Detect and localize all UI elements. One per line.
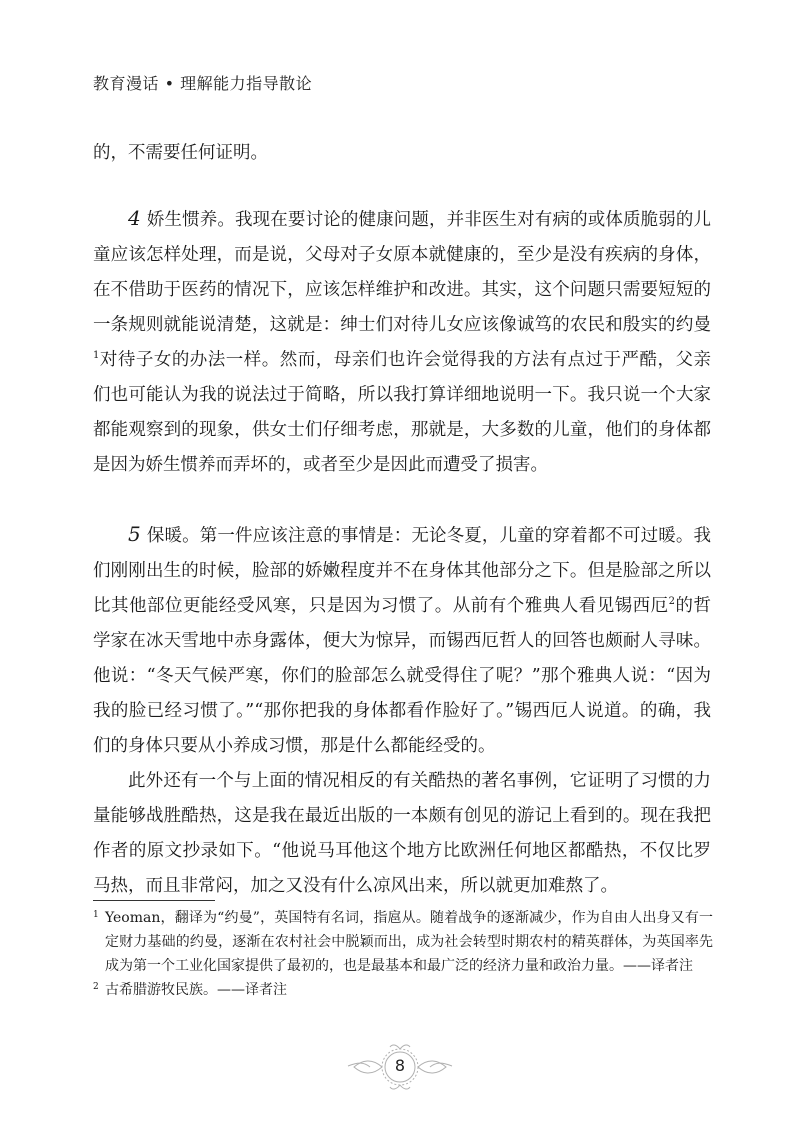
footnote-text: Yeoman，翻译为“约曼”，英国特有名词，指扈从。随着战争的逐渐减少，作为自由人出身又有一定财力基础的约曼，逐渐在农村社会中脱颖而出，成为社会转型时期农村的精英群体，为英国率先成为第一个工业化国家提供了最初的，也是最基本和最广泛的经济力量和政治力量。——译者注 <box>105 910 713 974</box>
section-5-text-a: 保暖。第一件应该注意的事情是：无论冬夏，儿童的穿着都不可过暖。我们刚刚出生的时候，脸部的娇嫩程度并不在身体其他部分之下。但是脸部之所以比其他部位更能经受风寒，只是因为习惯了。从前有个雅典人看见锡西厄 <box>93 526 711 616</box>
footnote-text: 古希腊游牧民族。——译者注 <box>105 982 287 998</box>
footnote-mark: 2 <box>93 982 99 992</box>
paragraph-malta: 此外还有一个与上面的情况相反的有关酷热的著名事例，它证明了习惯的力量能够战胜酷热，这是我在最近出版的一本颇有创见的游记上看到的。现在我把作者的原文抄录如下。“他说马耳他这个地方比欧洲任何地区都酷热，不仅比罗马热，而且非常闷，加之又没有什么凉风出来，所以就更加难熬了。 <box>93 771 711 896</box>
section-number: 4 <box>128 206 141 230</box>
footnote-mark: 1 <box>93 910 99 920</box>
section-5-text-b: 的哲学家在冰天雪地中赤身露体，便大为惊异，而锡西厄哲人的回答也颇耐人寻味。他说：“冬天气候严寒，你们的脸部怎么就受得住了呢？”那个雅典人说：“因为我的脸已经习惯了。”“那你把我的身体都看作脸好了。”锡西厄人说道。的确，我们的身体只要从小养成习惯，那是什么都能经受的。 <box>93 596 712 756</box>
main-text <box>93 136 711 904</box>
section-4-text-a: 娇生惯养。我现在要讨论的健康问题，并非医生对有病的或体质脆弱的儿童应该怎样处理，而是说，父母对子女原本就健康的，至少是没有疾病的身体，在不借助于医药的情况下，应该怎样维护和改进。其实，这个问题只需要短短的一条规则就能说清楚，这就是：绅士们对待儿女应该像诚笃的农民和殷实的约曼 <box>93 210 711 335</box>
footnotes <box>93 906 713 1002</box>
paragraph-continuation: 的，不需要任何证明。 <box>93 143 268 163</box>
footnote-2 <box>93 978 713 1002</box>
footnote-1 <box>93 906 713 978</box>
running-header: 教育漫话 • 理解能力指导散论 <box>93 74 313 93</box>
footnote-ref-2: 2 <box>668 596 676 608</box>
footnote-ref-1: 1 <box>93 350 100 362</box>
section-4-paragraph <box>93 201 711 483</box>
page-number: 8 <box>394 1056 406 1075</box>
section-4-text-b: 对待子女的办法一样。然而，母亲们也许会觉得我的方法有点过于严酷，父亲们也可能认为我的说法过于简略，所以我打算详细地说明一下。我只说一个大家都能观察到的现象，供女士们仔细考虑，那就是，大多数的儿童，他们的身体都是因为娇生惯养而弄坏的，或者至少是因此而遭受了损害。 <box>93 350 711 475</box>
page-number-ornament <box>340 1040 460 1096</box>
footnote-divider <box>93 900 215 901</box>
section-number: 5 <box>128 522 141 546</box>
section-5-paragraph <box>93 517 711 764</box>
